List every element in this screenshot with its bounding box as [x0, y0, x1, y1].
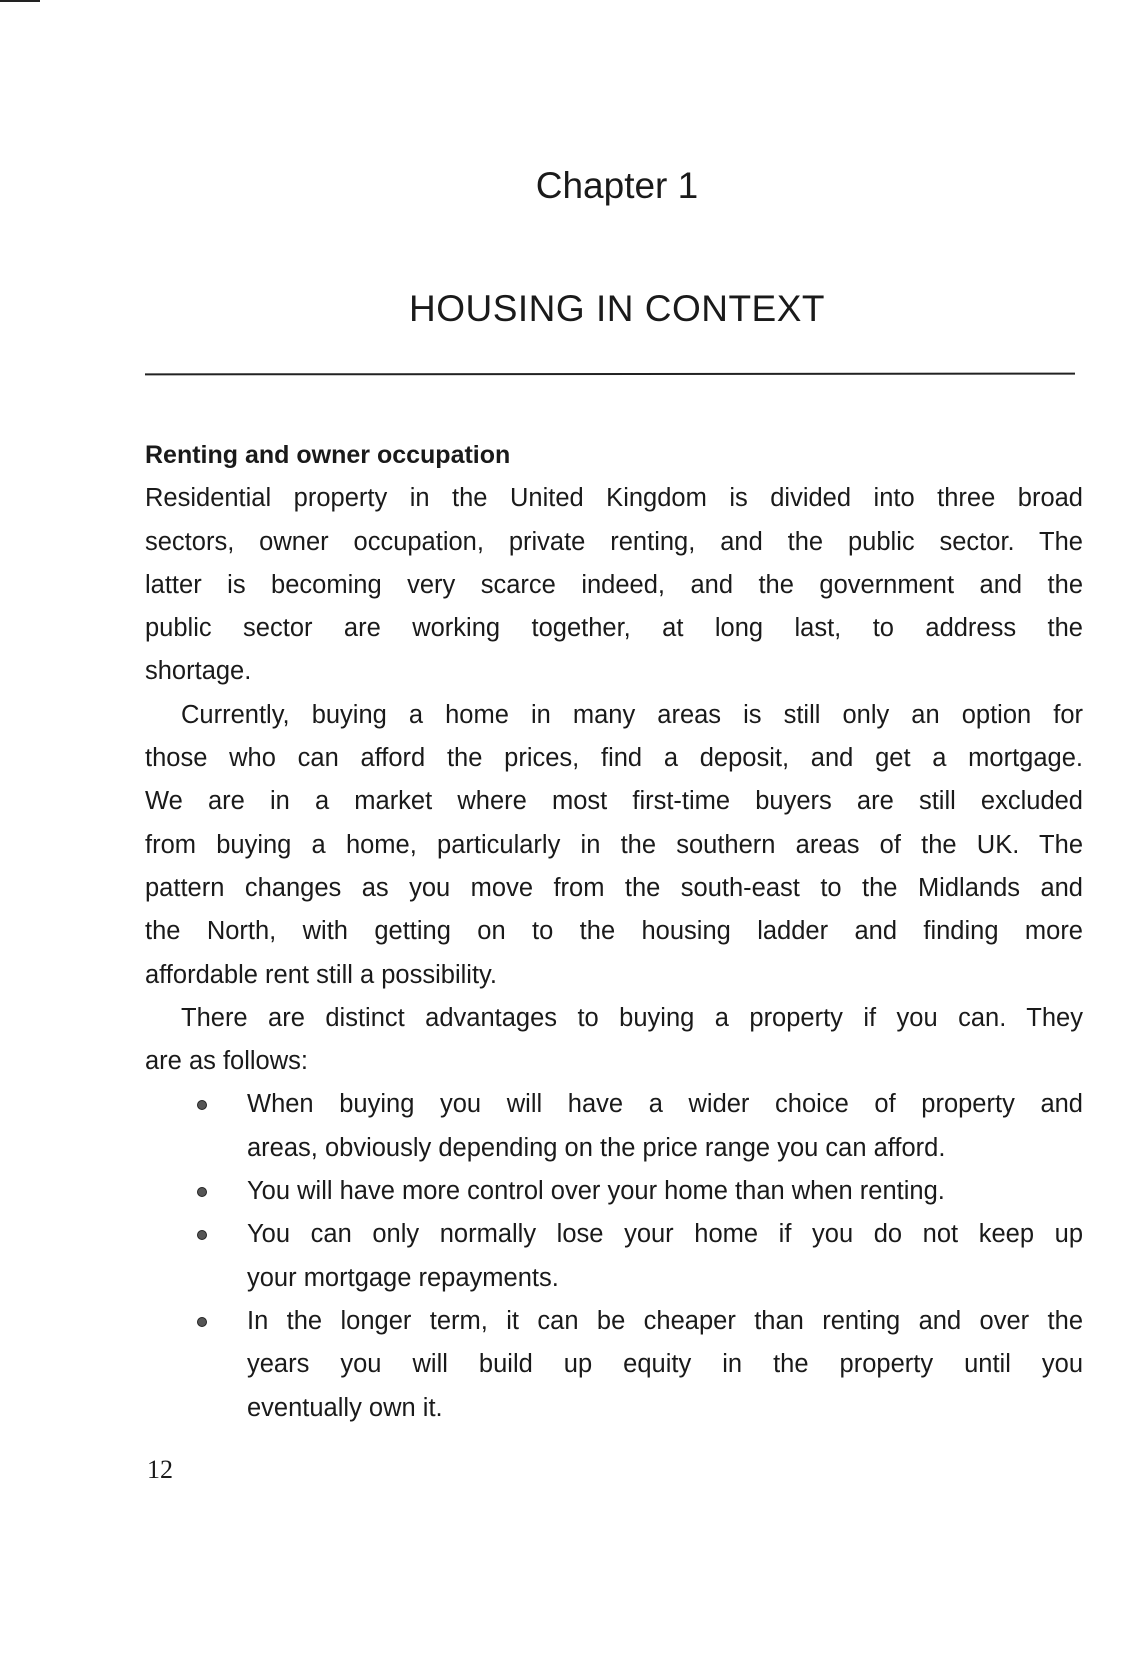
- text-line: those who can afford the prices, find a deposit, and get a mortgage.: [145, 744, 1083, 773]
- text-line: You will have more control over your home than when renting.: [247, 1177, 945, 1206]
- text-line: affordable rent still a possibility.: [145, 960, 497, 989]
- paragraph: [145, 477, 1083, 693]
- scan-edge-mark: [0, 0, 40, 2]
- bullet-list: [145, 1083, 1083, 1429]
- text-line: pattern changes as you move from the south-east to the Midlands and: [145, 873, 1083, 902]
- bullet-icon: [197, 1100, 207, 1110]
- chapter-number: Chapter 1: [535, 165, 699, 206]
- text-line: In the longer term, it can be cheaper than renting and over the: [247, 1306, 1083, 1335]
- paragraph: [145, 997, 1083, 1084]
- section-heading: Renting and owner occupation: [145, 441, 511, 469]
- text-line: areas, obviously depending on the price range you can afford.: [247, 1133, 946, 1162]
- text-line: latter is becoming very scarce indeed, and the government and the: [145, 570, 1083, 599]
- list-item: [145, 1300, 1083, 1430]
- text-line: Currently, buying a home in many areas is still only an option for: [181, 700, 1083, 729]
- text-line: are as follows:: [145, 1047, 308, 1076]
- bullet-icon: [197, 1230, 207, 1240]
- text-line: You can only normally lose your home if you do not keep up: [247, 1220, 1083, 1249]
- list-item: [145, 1170, 1083, 1213]
- bullet-icon: [197, 1317, 207, 1327]
- text-line: shortage.: [145, 657, 252, 686]
- page-number: 12: [147, 1455, 173, 1484]
- bullet-icon: [197, 1187, 207, 1197]
- text-line: Residential property in the United Kingdom is divided into three broad: [145, 484, 1083, 513]
- title-divider: [145, 373, 1075, 376]
- text-line: the North, with getting on to the housing ladder and finding more: [145, 917, 1083, 946]
- text-line: public sector are working together, at long last, to address the: [145, 614, 1083, 643]
- text-line: There are distinct advantages to buying a property if you can. They: [181, 1003, 1083, 1032]
- text-line: from buying a home, particularly in the southern areas of the UK. The: [145, 830, 1083, 859]
- paragraph: [145, 694, 1083, 997]
- text-line: When buying you will have a wider choice of property and: [247, 1090, 1083, 1119]
- text-line: sectors, owner occupation, private renting, and the public sector. The: [145, 527, 1083, 556]
- list-item: [145, 1213, 1083, 1300]
- chapter-title: HOUSING IN CONTEXT: [408, 288, 826, 329]
- text-line: years you will build up equity in the property until you: [247, 1350, 1083, 1379]
- list-item: [145, 1083, 1083, 1170]
- text-line: eventually own it.: [247, 1393, 443, 1422]
- body-text: [145, 434, 1083, 1430]
- text-line: We are in a market where most first-time buyers are still excluded: [145, 787, 1083, 816]
- text-line: your mortgage repayments.: [247, 1263, 559, 1292]
